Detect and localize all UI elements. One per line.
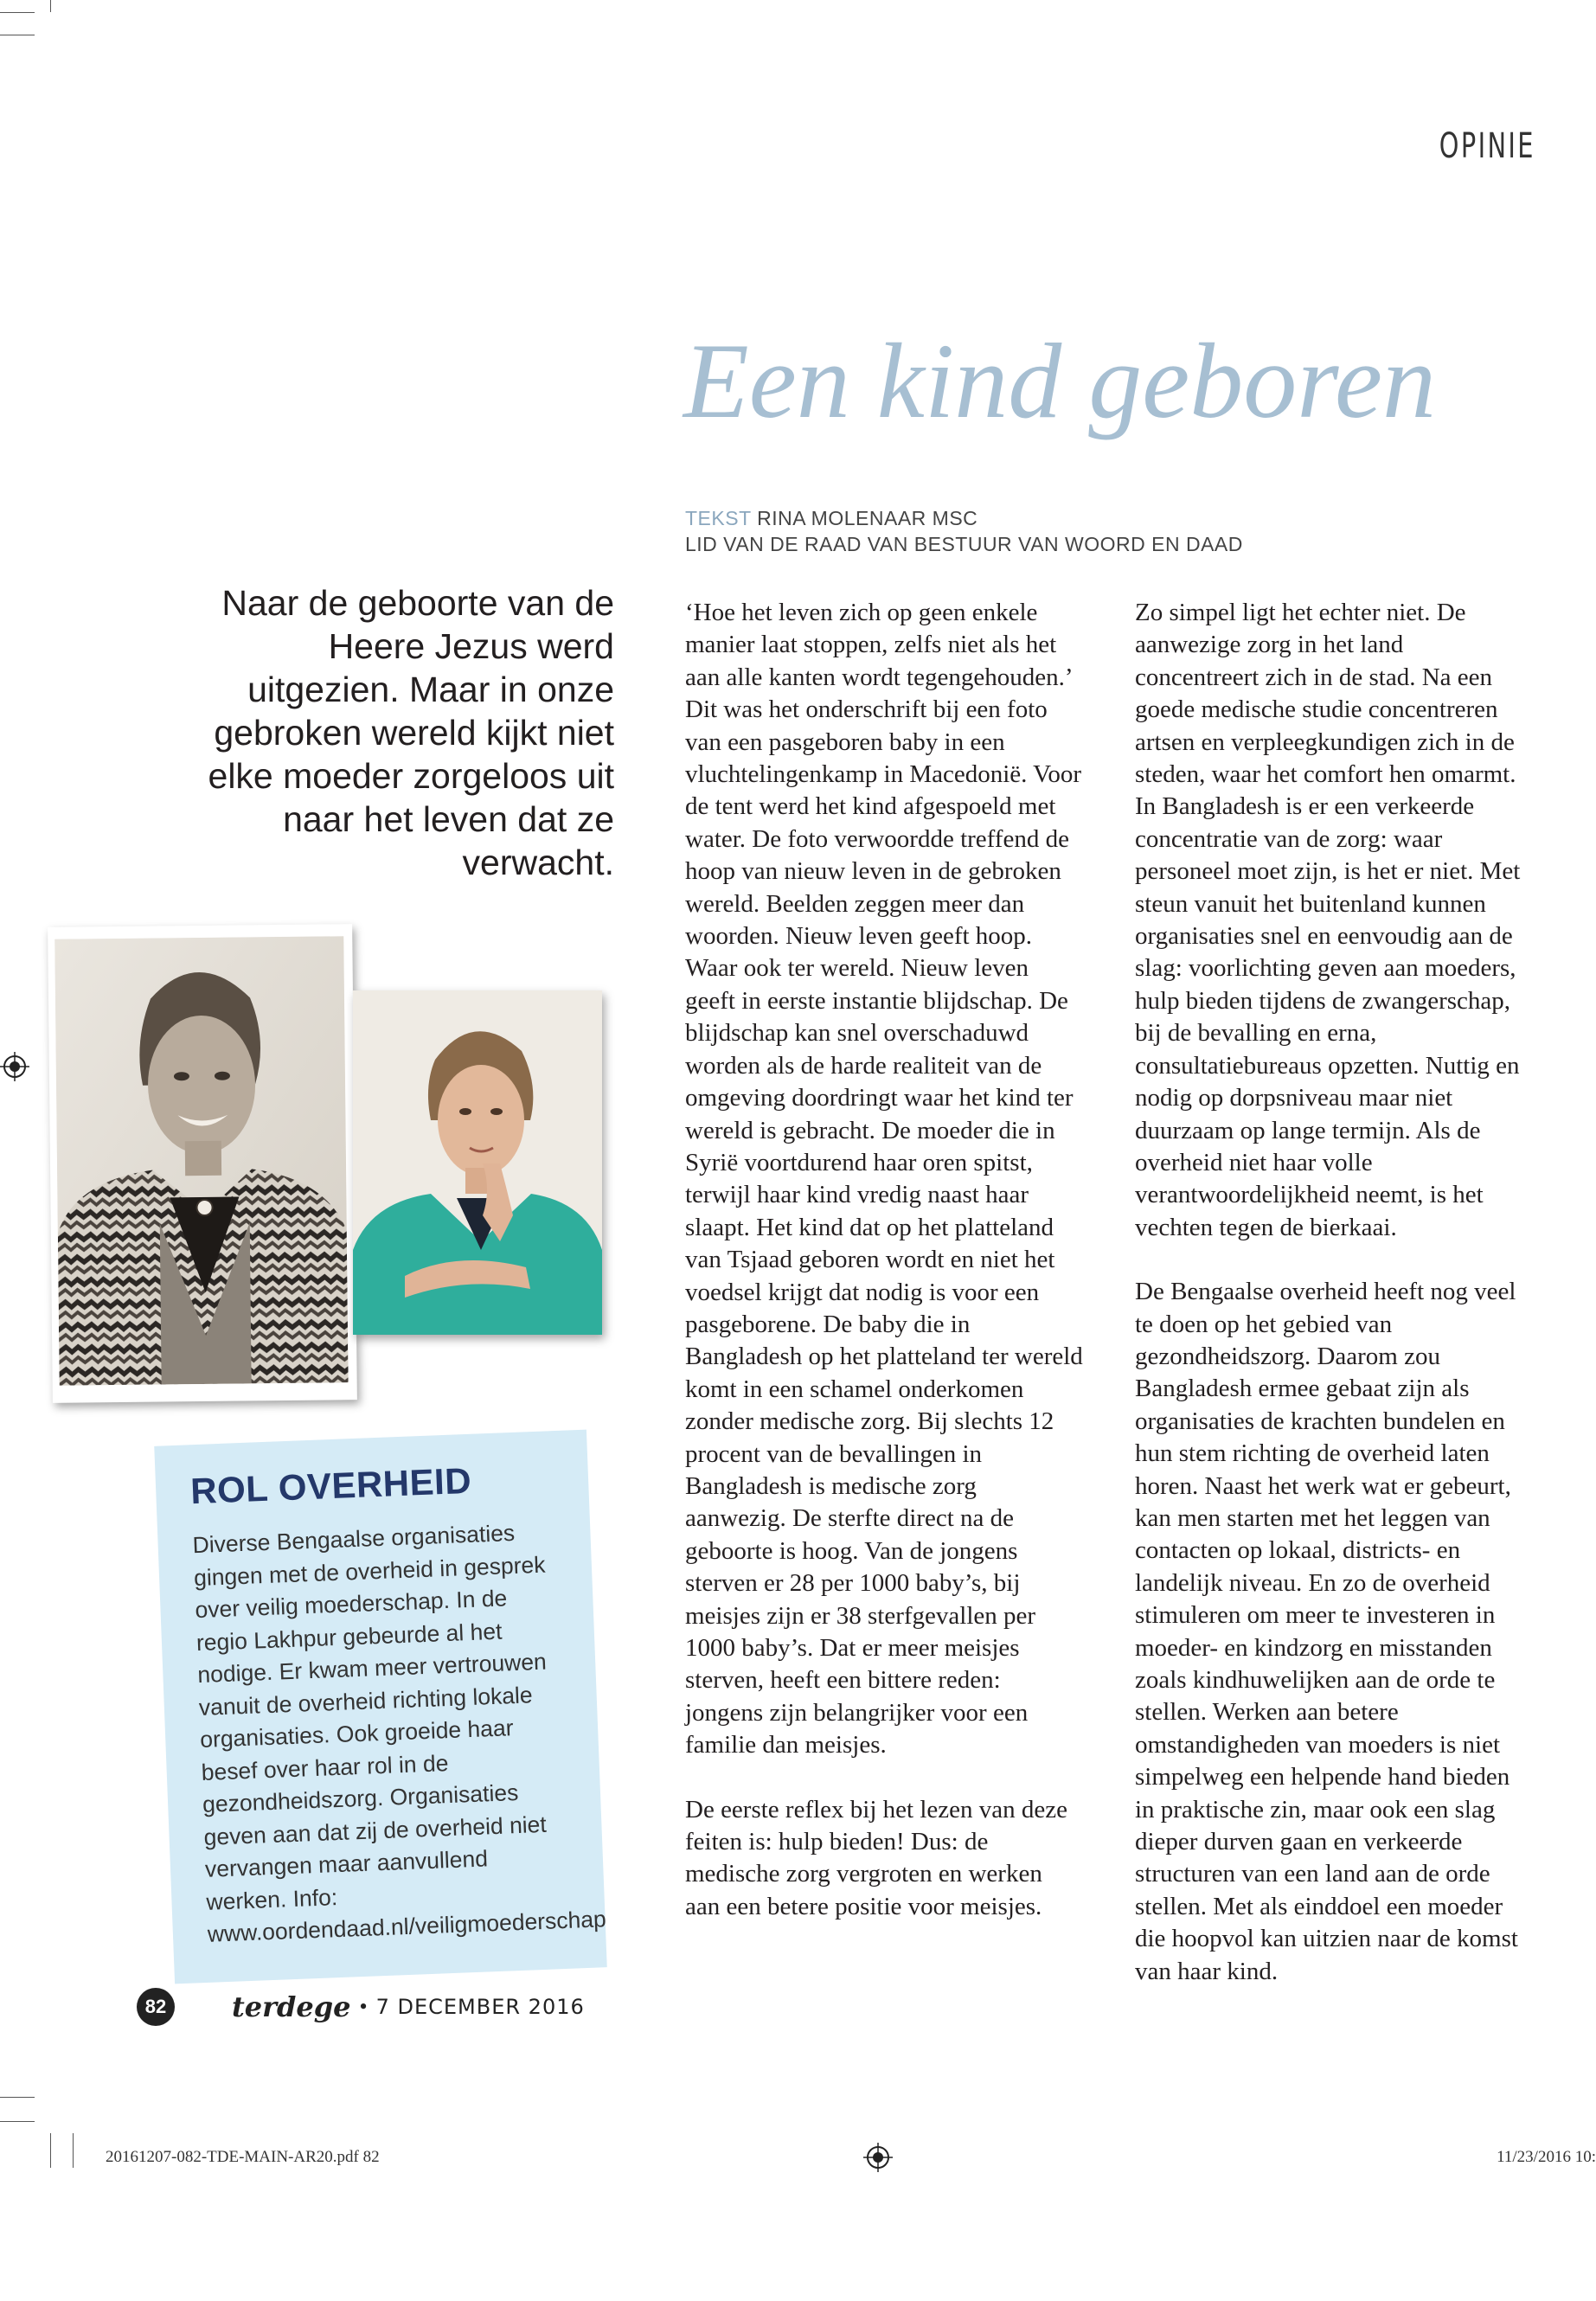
registration-mark-icon	[863, 2143, 893, 2172]
byline-role: LID VAN DE RAAD VAN BESTUUR VAN WOORD EN DAAD	[685, 533, 1243, 555]
crop-mark	[0, 12, 35, 13]
photo-image	[353, 990, 602, 1335]
separator: •	[359, 1994, 368, 2019]
paragraph: De eerste reflex bij het lezen van deze feiten is: hulp bieden! Dus: de medische zorg vergroten en werken aan een betere positie voor meisjes.	[685, 1795, 1067, 1920]
sidebar-box	[154, 1430, 607, 1984]
crop-mark	[73, 2133, 74, 2168]
author-photo-color	[353, 990, 602, 1335]
headline: Een kind geboren	[683, 322, 1436, 440]
registration-mark-icon	[0, 1052, 29, 1081]
paragraph: Zo simpel ligt het echter niet. De aanwezige zorg in het land concentreert zich in de stad. Na een goede medische studie concentreren artsen en verpleegkundigen zich in de steden, waar het comfort hen omarmt. In Bangladesh is er een verkeerde concentratie van de zorg: waar personeel moet zijn, is het er niet. Met steun vanuit het buitenland kunnen organisaties snel en eenvoudig aan de slag: voorlichting geven aan moeders, hulp bieden tijdens de zwangerschap, bij de bevalling en erna, consultatiebureaus opzetten. Nuttig en nodig op dorpsniveau maar niet duurzaam op lange termijn. Als de overheid niet haar volle verantwoordelijkheid neemt, is het vechten tegen de bierkaai.	[1135, 599, 1521, 1241]
crop-mark	[0, 2121, 35, 2122]
crop-mark	[0, 2097, 35, 2098]
section-label: OPINIE	[1439, 126, 1535, 166]
print-slug-file: 20161207-082-TDE-MAIN-AR20.pdf 82	[106, 2148, 380, 2166]
sidebar-title: ROL OVERHEID	[189, 1459, 472, 1512]
photo-image	[54, 936, 348, 1385]
intro-quote: Naar de geboorte van de Heere Jezus werd uitgezien. Maar in onze gebroken wereld kijkt niet elke moeder zorgeloos uit naar het leven dat ze verwacht.	[208, 583, 614, 882]
byline-tag: TEKST	[685, 507, 752, 529]
byline	[685, 505, 1243, 557]
page-number: 82	[137, 1988, 175, 2026]
article-column-1	[685, 597, 1083, 1923]
portrait-illustration	[54, 936, 348, 1385]
sidebar-body: Diverse Bengaalse organisaties gingen met de overheid in gesprek over veilig moederschap. In de regio Lakhpur gebeurde al het nodige. Er kwam meer vertrouwen vanuit de overheid richting lokale organisaties. Ook groeide haar besef over haar rol in de gezondheidszorg. Organisaties geven aan dat zij de overheid niet vervangen maar aanvullend werken. Info: www.oordendaad.nl/veiligmoederschap	[192, 1519, 607, 1947]
article-column-2	[1135, 597, 1533, 1988]
crop-mark	[50, 2133, 51, 2168]
paragraph: ‘Hoe het leven zich op geen enkele manier laat stoppen, zelfs niet als het aan alle kanten wordt tegengehouden.’ Dit was het onderschrift bij een foto van een pasgeboren baby in een vluchtelingenkamp in Macedonië. Voor de tent werd het kind afgespoeld met water. De foto verwoordde treffend de hoop van nieuw leven in de gebroken wereld. Beelden zeggen meer dan woorden. Nieuw leven geeft hoop. Waar ook ter wereld. Nieuw leven geeft in eerste instantie blijdschap. De blijdschap kan snel overschaduwd worden als de harde realiteit van de omgeving doordringt waar het kind ter wereld is gebracht. De moeder die in Syrië voortdurend haar oren spitst, terwijl haar kind vredig naast haar slaapt. Het kind dat op het platteland van Tsjaad geboren wordt en niet het voedsel krijgt dat nodig is voor een pasgeborene. De baby die in Bangladesh op het platteland ter wereld komt in een schamel onderkomen zonder medische zorg. Bij slechts 12 procent van de bevallingen in Bangladesh is medische zorg aanwezig. De sterfte direct na de geboorte is hoog. Van de jongens sterven er 28 per 1000 baby’s, bij meisjes zijn er 38 sterfgevallen per 1000 baby’s. Dat er meer meisjes sterven, heeft een bittere reden: jongens zijn belangrijker voor een familie dan meisjes.	[685, 599, 1083, 1759]
page-footer	[137, 1988, 585, 2026]
print-slug-timestamp: 11/23/2016 10:	[1497, 2148, 1596, 2166]
crop-mark	[50, 0, 51, 12]
byline-author: RINA MOLENAAR MSC	[757, 507, 978, 529]
author-photo-bw	[48, 924, 357, 1403]
issue-date: 7 DECEMBER 2016	[375, 1995, 585, 2019]
paragraph: De Bengaalse overheid heeft nog veel te doen op het gebied van gezondheidszorg. Daarom zou Bangladesh ermee gebaat zijn als organisaties de krachten bundelen en hun stem richting de overheid laten horen. Naast het werk wat er gebeurt, kan men starten met het leggen van contacten op lokaal, districts- en landelijk niveau. En zo de overheid stimuleren om meer te investeren in moeder- en kindzorg en misstanden zoals kindhuwelijken aan de orde te stellen. Werken aan betere omstandigheden van moeders is niet simpelweg een helpende hand bieden in praktische zin, maar ook een slag dieper durven gaan en verkeerde structuren van een land aan de orde stellen. Met als einddoel een moeder die hoopvol kan uitzien naar de komst van haar kind.	[1135, 1278, 1518, 1985]
portrait-illustration	[353, 990, 602, 1335]
brand-logo: terdege	[232, 1990, 351, 2023]
